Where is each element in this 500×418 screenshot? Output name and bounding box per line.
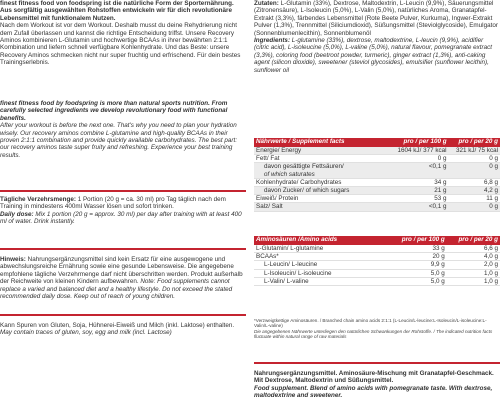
amino-row-value-20g: 6,6 g [447, 245, 500, 253]
amino-row-label [254, 261, 389, 269]
amino-row-label-text: BCAAs* [256, 253, 279, 261]
amino-row-label-text: L-Leucin/ L-leucine [264, 261, 318, 269]
amino-row-value-100g: 9,9 g [389, 261, 446, 269]
amino-header-label: Aminosäuren /Amino acids [254, 236, 389, 245]
nutrition-row-label [254, 195, 389, 203]
amino-row-label [254, 245, 389, 253]
nutrition-row [254, 147, 500, 155]
nutrition-row-label [254, 187, 389, 195]
intro-en-body: After your workout is before the next one. That's why you need to plan your hydration wisely. Our recovery aminos combine L-glutamine and high-quality BCAAs in their proven 2:1:1 combination and provide quickly available carbohydrates. The best part: our recovery aminos taste super fruity and refreshing. Experience your best training results. [0, 122, 237, 159]
amino-table-wrap [254, 236, 500, 286]
nutrition-row-label [254, 147, 389, 155]
nutrition-row-value-100g: 53 g [389, 195, 448, 203]
dose-de-label: Tägliche Verzehrsmenge: [0, 196, 76, 203]
nutrition-row-label [254, 203, 389, 211]
amino-row-value-20g: 1,0 g [447, 277, 500, 285]
ingredients-label: Ingredients: [254, 37, 291, 45]
amino-row [254, 269, 500, 277]
nutrition-row [254, 203, 500, 211]
nutrition-row [254, 163, 500, 178]
nutrition-row-value-20g: 321 kJ/ 75 kcal [449, 147, 500, 155]
footnotes [254, 318, 500, 340]
nutrition-row-value-100g: 1604 kJ/ 377 kcal [389, 147, 448, 155]
nutrition-row-label [254, 155, 389, 163]
separator [0, 314, 246, 316]
amino-header-100g: pro / per 100 g [389, 236, 446, 245]
allergen-en: May contain traces of gluten, soy, egg and milk (incl. Lactose) [0, 329, 172, 337]
nutrition-row-label-text: davon Zucker/ of which sugars [264, 187, 350, 195]
nutrition-row [254, 155, 500, 163]
amino-row-label-text: L-Glutamin/ L-glutamine [256, 245, 324, 252]
intro-de-title: finest fitness food von foodspring ist die natürliche Form der Sporternährung. Aus sorgfältig ausgewählten Rohstoffen entwickeln wir für dich revolutionäre Lebensmittel mit funktionalem Nutzen. [0, 0, 234, 22]
footnote-2: Die angegebenen Nährwerte unterliegen den natürlichen Schwankungen der Rohstoffe. / The indicated nutrition facts fluctuate within natural range of raw materials [254, 328, 493, 340]
separator [254, 362, 500, 364]
intro-en [0, 100, 246, 159]
amino-row-value-20g: 2,0 g [447, 261, 500, 269]
dose-en-text: Mix 1 portion (20 g = approx. 30 ml) per day after training with at least 400 ml of water. Drink instantly. [0, 210, 242, 226]
hint [0, 256, 246, 300]
nutrition-row-value-20g: 6,8 g [449, 178, 500, 186]
zutaten-text: L-Glutamin (33%), Dextrose, Maltodextrin, L-Leucin (9,9%), Säuerungsmittel (Zitronensäure), L-Isoleucin (5,0%), L-Valin (5,0%), natürliches Aroma, Granatapfel-Extrakt (3,3%), färbendes Lebensmittel (Rote Beete Pulver, Kurkuma), Ingwer-Extrakt Pulver (1,3%), Trennmittel (Siliciumdioxid), Süßungsmittel (Steviolglycoside), Emulgator (Sonnenblumenlecithin), Sonnenblumenöl [254, 0, 498, 37]
nutrition-table [254, 138, 500, 212]
amino-body [254, 245, 500, 286]
allergen-de: Kann Spuren von Gluten, Soja, Hühnerei-Eiweiß und Milch (inkl. Laktose) enthalten. [0, 322, 235, 329]
amino-row-value-100g: 33 g [389, 245, 446, 253]
dose-de-text: 1 Portion (20 g = ca. 30 ml) pro Tag täglich nach dem Training in mindestens 400ml Wasser lösen und sofort trinken. [0, 196, 226, 211]
nutrition-header-100g: pro / per 100 g [389, 138, 448, 147]
amino-row [254, 261, 500, 269]
intro-de [0, 0, 246, 67]
amino-row [254, 253, 500, 261]
nutrition-row-value-100g: <0,1 g [389, 163, 448, 178]
nutrition-row-value-20g: 11 g [449, 195, 500, 203]
nutrition-row-label-text: Eiweiß/ Protein [256, 195, 299, 203]
nutrition-row [254, 187, 500, 195]
ingredients-text: L-glutamine (33%), dextrose, maltodextrine, L-leucin (9,9%), acidifier (citric acid), L-isoleucine (5,0%), L-valine (5,0%), natural flavour, pomegranate extract (3,3%), coloring food (beetroot powder, turmeric), ginger extract (1,3%), anti-caking agent (silicon dioxide), sweetener (steviol glycosides), emulsifier (sunflower lecithin), sunflower oil [254, 37, 492, 74]
ingredients-de [254, 0, 500, 74]
amino-row-value-100g: 5,0 g [389, 269, 446, 277]
footnote-1: *Verzweigtkettige Aminosäuren. / Branched chain amino acids 2:1:1 (L-Leucin/L-leucine:L-Isoleucin/L-isoleucine:L-Valin/L-valine) [254, 318, 487, 329]
amino-header [254, 236, 500, 245]
nutrition-row-label-text: Kohlenhydrate/ Carbohydrates [256, 178, 342, 186]
amino-row-value-100g: 5,0 g [389, 277, 446, 285]
nutrition-row-value-20g: 0 g [449, 155, 500, 163]
nutrition-row-label-text-en: of which saturates [264, 170, 315, 178]
daily-dose [0, 196, 246, 226]
amino-row [254, 245, 500, 253]
nutrition-header-20g: pro / per 20 g [449, 138, 500, 147]
product-en: Food supplement. Blend of amino acids with pomegranate taste. With dextrose, maltodextrine and sweetener. [254, 384, 493, 400]
nutrition-row-label-text: Energie/ Energy [256, 147, 302, 154]
hint-en-text: Note: Food supplements cannot replace a varied and balanced diet and a healthy lifestyle. Do not exceed the stated recommended daily dose. Keep out of reach of young children. [0, 278, 233, 301]
amino-row-label [254, 277, 389, 285]
nutrition-row-value-100g: <0,1 g [389, 203, 448, 211]
product-de: Nahrungsergänzungsmittel. Aminosäure-Mischung mit Granatapfel-Geschmack. Mit Dextrose, Maltodextrin und Süßungsmittel. [254, 370, 494, 385]
amino-row [254, 277, 500, 285]
nutrition-row-label [254, 163, 389, 178]
nutrition-row-value-100g: 34 g [389, 178, 448, 186]
nutrition-row-value-20g: 4,2 g [449, 187, 500, 195]
amino-row-label [254, 269, 389, 277]
nutrition-row-value-100g: 0 g [389, 155, 448, 163]
amino-row-label-text: L-Isoleucin/ L-isoleucine [264, 269, 332, 277]
nutrition-row-label-text: davon gesättigte Fettsäuren/ [264, 163, 344, 171]
amino-row-label-text: L-Valin/ L-valine [264, 277, 309, 285]
nutrition-body [254, 147, 500, 211]
nutrition-row-value-20g: 0 g [449, 163, 500, 178]
hint-de-text: Nahrungsergänzungsmittel sind kein Ersatz für eine ausgewogene und abwechslungsreiche Ernährung sowie eine gesunde Lebensweise. Die angegebene empfohlene tägliche Verzehrmenge darf nicht überschritten werden. Produkt außerhalb der Reichweite von kleinen Kindern aufbewahren. [0, 256, 243, 286]
intro-de-body: Nach dem Workout ist vor dem Workout. Deshalb musst du deine Rehydrierung nicht dem Zufall überlassen und kannst die richtige Entscheidung triffst. Unsere Recovery Aminos kombinieren L-Glutamin und hochwertige BCAAs in ihrer bewährten 2:1:1 Kombination und liefern schnell verfügbare Kohlenhydrate. Und das Beste: unsere Recovery Aminos schmecken nicht nur super fruchtig und erfrischend. Für dein bestes Trainingserlebnis. [0, 22, 241, 67]
dose-en-label: Daily dose: [0, 210, 34, 218]
nutrition-header [254, 138, 500, 147]
amino-row-value-20g: 4,0 g [447, 253, 500, 261]
nutrition-row-value-100g: 21 g [389, 187, 448, 195]
zutaten-label: Zutaten: [254, 0, 279, 7]
nutrition-row-label-text: Salz/ Salt [256, 203, 283, 211]
amino-row-label [254, 253, 389, 261]
separator [0, 248, 246, 250]
nutrition-header-label: Nährwerte / Supplement facts [254, 138, 389, 147]
amino-table [254, 236, 500, 286]
amino-row-value-20g: 1,0 g [447, 269, 500, 277]
intro-en-title: finest fitness food by foodspring is more than natural sports nutrition. From carefully selected ingredients we develop revolutionary food with functional benefits. [0, 100, 228, 122]
nutrition-table-wrap [254, 138, 500, 212]
nutrition-row-value-20g: 0 g [449, 203, 500, 211]
hint-de-label: Hinweis: [0, 256, 26, 263]
separator [0, 190, 246, 192]
nutrition-row-label [254, 178, 389, 186]
allergen-info [0, 322, 246, 337]
nutrition-row-label-text: Fett/ Fat [256, 155, 280, 163]
amino-row-value-100g: 20 g [389, 253, 446, 261]
nutrition-row [254, 195, 500, 203]
amino-header-20g: pro / per 20 g [447, 236, 500, 245]
product-description [254, 370, 500, 400]
nutrition-row [254, 178, 500, 186]
